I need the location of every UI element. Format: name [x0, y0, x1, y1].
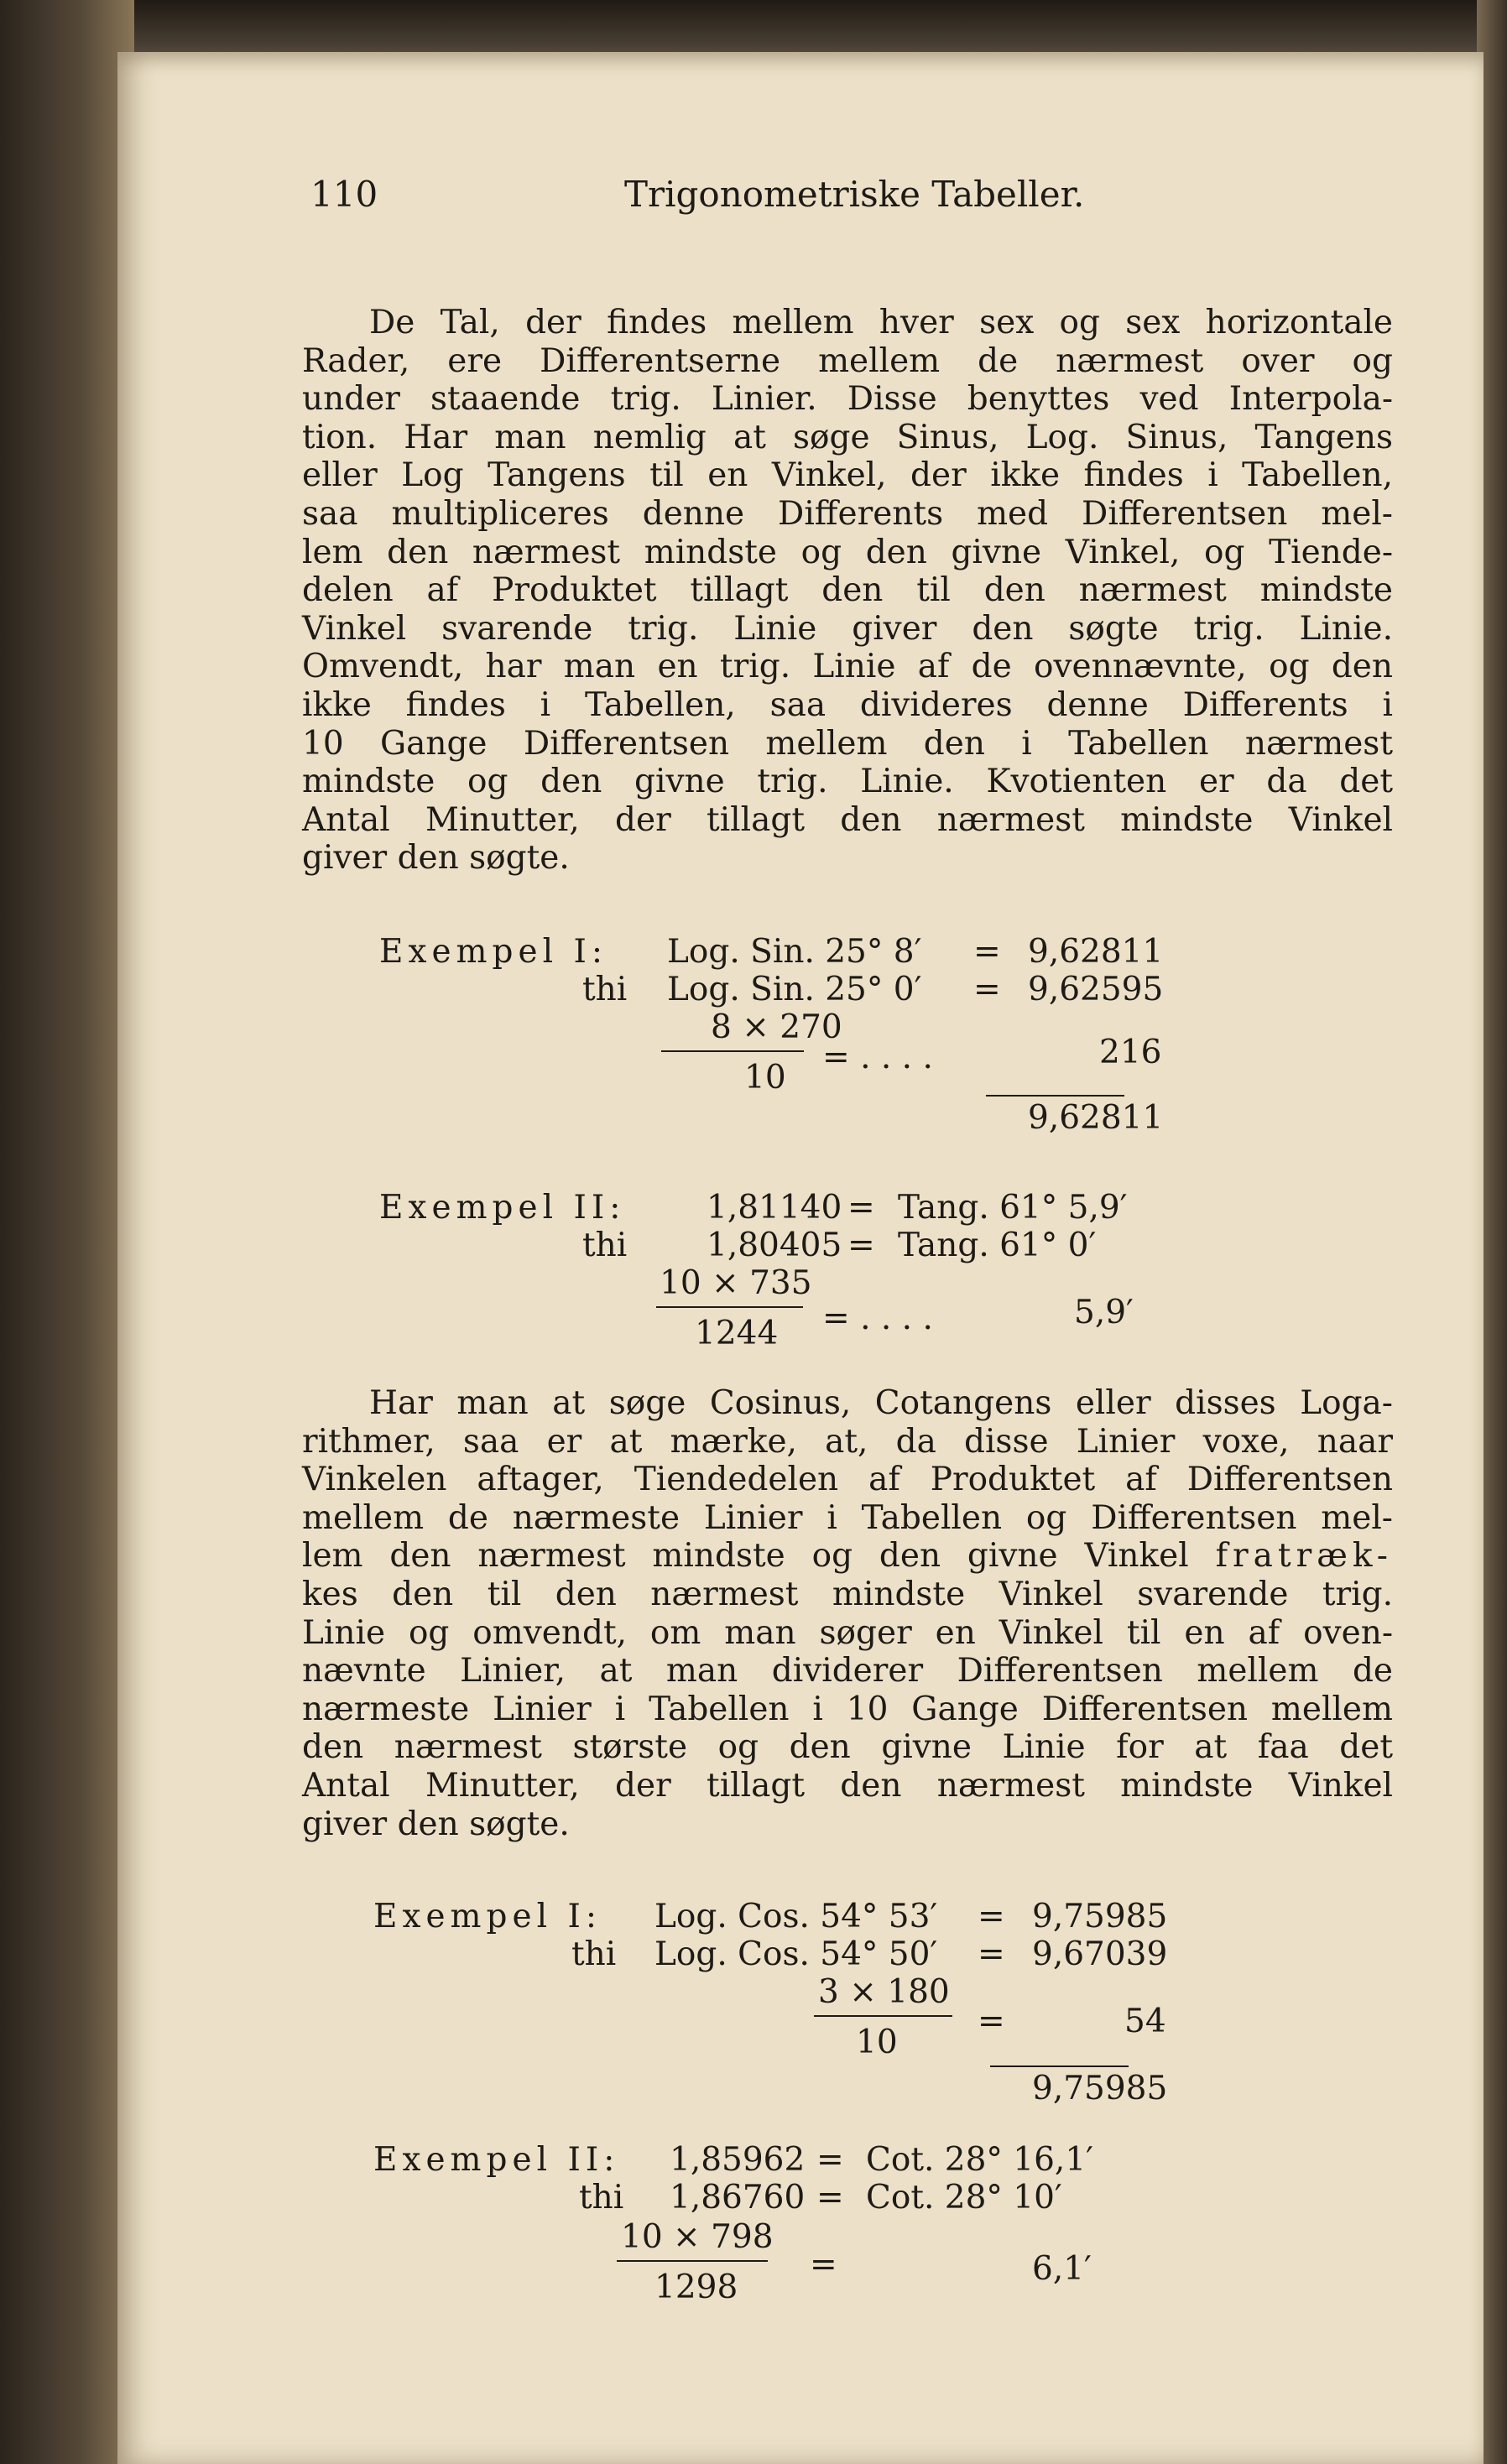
example-cos — [117, 1898, 1484, 2107]
fraction-numerator: 10 × 735 — [660, 1264, 812, 1302]
text-line: giver den søgte. — [302, 839, 570, 878]
example-expression: Log. Cos. 54° 50′ — [654, 1935, 938, 1973]
text-line: lem den nærmest mindste og den givne Vinkel, og Tiende- — [302, 533, 1393, 571]
example-label: Exempel II: — [379, 1189, 626, 1227]
fraction-value: 216 — [1099, 1034, 1162, 1071]
thi-word: thi — [582, 1227, 628, 1264]
example-label: Exempel II: — [373, 2141, 620, 2179]
text-line: De Tal, der findes mellem hver sex og sex horizontale — [369, 304, 1393, 341]
text-line: Antal Minutter, der tillagt den nærmest mindste Vinkel — [302, 800, 1393, 839]
example-value: 1,81140 — [707, 1189, 842, 1227]
example-tang — [117, 1189, 1484, 1357]
text-line: Antal Minutter, der tillagt den nærmest mindste Vinkel — [302, 1766, 1393, 1805]
fraction-denominator: 1244 — [695, 1315, 779, 1352]
example-value: 9,62595 — [1028, 971, 1164, 1008]
text-line: Omvendt, har man en trig. Linie af de ovennævnte, og den — [302, 648, 1393, 686]
text-line: kes den til den nærmest mindste Vinkel svarende trig. — [302, 1575, 1393, 1613]
sum-rule — [990, 2065, 1129, 2067]
thi-word: thi — [579, 2179, 624, 2217]
example-value: 1,86760 — [670, 2179, 806, 2217]
book-page — [117, 52, 1484, 2464]
text-line: eller Log Tangens til en Vinkel, der ikke findes i Tabellen, — [302, 456, 1393, 495]
fraction-value: 5,9′ — [1074, 1294, 1134, 1331]
example-expression: Log. Sin. 25° 0′ — [667, 971, 922, 1008]
text-line: mindste og den givne trig. Linie. Kvotienten er da det — [302, 763, 1393, 801]
example-value: 1,80405 — [707, 1227, 842, 1264]
example-cot — [117, 2141, 1484, 2309]
text-line: tion. Har man nemlig at søge Sinus, Log. Sinus, Tangens — [302, 418, 1393, 456]
text-fragment: lem den nærmest mindste og den givne Vinkel — [302, 1537, 1189, 1576]
example-expression: Cot. 28° 10′ — [866, 2179, 1062, 2217]
fraction-denominator: 10 — [856, 2024, 898, 2061]
fraction-rule — [617, 2260, 768, 2262]
thi-word: thi — [582, 971, 628, 1008]
example-expression: Tang. 61° 0′ — [898, 1227, 1097, 1264]
dots: = . . . . — [822, 1039, 933, 1076]
equals-sign: = — [816, 2179, 844, 2217]
text-line: giver den søgte. — [302, 1805, 570, 1843]
book-edge-left — [0, 0, 134, 2464]
fraction-denominator: 1298 — [654, 2269, 738, 2306]
fraction-value: 54 — [1124, 2003, 1166, 2040]
example-expression: Log. Sin. 25° 8′ — [667, 933, 922, 971]
paragraph-interpolation — [302, 304, 1393, 878]
fraction-numerator: 3 × 180 — [818, 1973, 950, 2011]
equals-sign: = — [847, 1227, 875, 1264]
text-line: mellem de nærmeste Linier i Tabellen og Differentsen mel- — [302, 1498, 1393, 1537]
dots: = . . . . — [822, 1300, 933, 1337]
equals-sign: = — [978, 1935, 1005, 1973]
thi-word: thi — [571, 1935, 617, 1973]
text-line: Linie og omvendt, om man søger en Vinkel til en af oven- — [302, 1613, 1393, 1652]
fraction-value: 6,1′ — [1032, 2250, 1092, 2288]
sum-rule — [986, 1095, 1124, 1097]
equals-sign: = — [973, 971, 1001, 1008]
equals-sign: = — [978, 2003, 1005, 2040]
running-head — [117, 174, 1484, 224]
example-expression: Cot. 28° 16,1′ — [866, 2141, 1094, 2179]
example-expression: Log. Cos. 54° 53′ — [654, 1898, 938, 1935]
equals-sign: = — [973, 933, 1001, 971]
fraction-denominator: 10 — [744, 1059, 786, 1097]
equals-sign: = — [816, 2141, 844, 2179]
example-label: Exempel I: — [373, 1898, 602, 1935]
fraction-numerator: 10 × 798 — [621, 2218, 774, 2256]
page-number: 110 — [310, 174, 378, 215]
text-line: delen af Produktet tillagt den til den nærmest mindste — [302, 571, 1393, 610]
fraction-rule — [661, 1050, 804, 1052]
example-sin — [117, 933, 1484, 1143]
text-line: 10 Gange Differentsen mellem den i Tabellen nærmest — [302, 724, 1393, 763]
text-line: rithmer, saa er at mærke, at, da disse Linier voxe, naar — [302, 1422, 1393, 1461]
fraction-rule — [656, 1306, 803, 1308]
text-line: saa multipliceres denne Differents med Differentsen mel- — [302, 494, 1393, 533]
fraction-numerator: 8 × 270 — [711, 1008, 842, 1046]
text-line: den nærmest største og den givne Linie for at faa det — [302, 1728, 1393, 1767]
fraction-rule — [814, 2015, 952, 2017]
example-value: 9,67039 — [1032, 1935, 1168, 1973]
equals-sign: = — [810, 2246, 837, 2284]
sum-value: 9,75985 — [1032, 2070, 1168, 2107]
text-line: nævnte Linier, at man dividerer Differentsen mellem de — [302, 1652, 1393, 1690]
sum-value: 9,62811 — [1028, 1099, 1164, 1137]
text-line — [302, 1537, 1393, 1576]
text-line: nærmeste Linier i Tabellen i 10 Gange Differentsen mellem — [302, 1690, 1393, 1728]
text-line: Har man at søge Cosinus, Cotangens eller disses Loga- — [369, 1384, 1393, 1422]
example-value: 9,75985 — [1032, 1898, 1168, 1935]
running-title: Trigonometriske Tabeller. — [624, 174, 1085, 215]
example-expression: Tang. 61° 5,9′ — [898, 1189, 1128, 1227]
text-line: Vinkelen aftager, Tiendedelen af Produktet af Differentsen — [302, 1461, 1393, 1499]
equals-sign: = — [978, 1898, 1005, 1935]
text-line: Rader, ere Differentserne mellem de nærmest over og — [302, 341, 1393, 380]
example-value: 1,85962 — [670, 2141, 806, 2179]
example-label: Exempel I: — [379, 933, 607, 971]
text-line: under staaende trig. Linier. Disse benyttes ved Interpola- — [302, 380, 1393, 419]
text-line: Vinkel svarende trig. Linie giver den søgte trig. Linie. — [302, 609, 1393, 648]
equals-sign: = — [847, 1189, 875, 1227]
example-value: 9,62811 — [1028, 933, 1164, 971]
paragraph-cosinus — [302, 1384, 1393, 1843]
text-line: ikke findes i Tabellen, saa divideres denne Differents i — [302, 685, 1393, 724]
spaced-word: fratræk- — [1215, 1537, 1393, 1576]
